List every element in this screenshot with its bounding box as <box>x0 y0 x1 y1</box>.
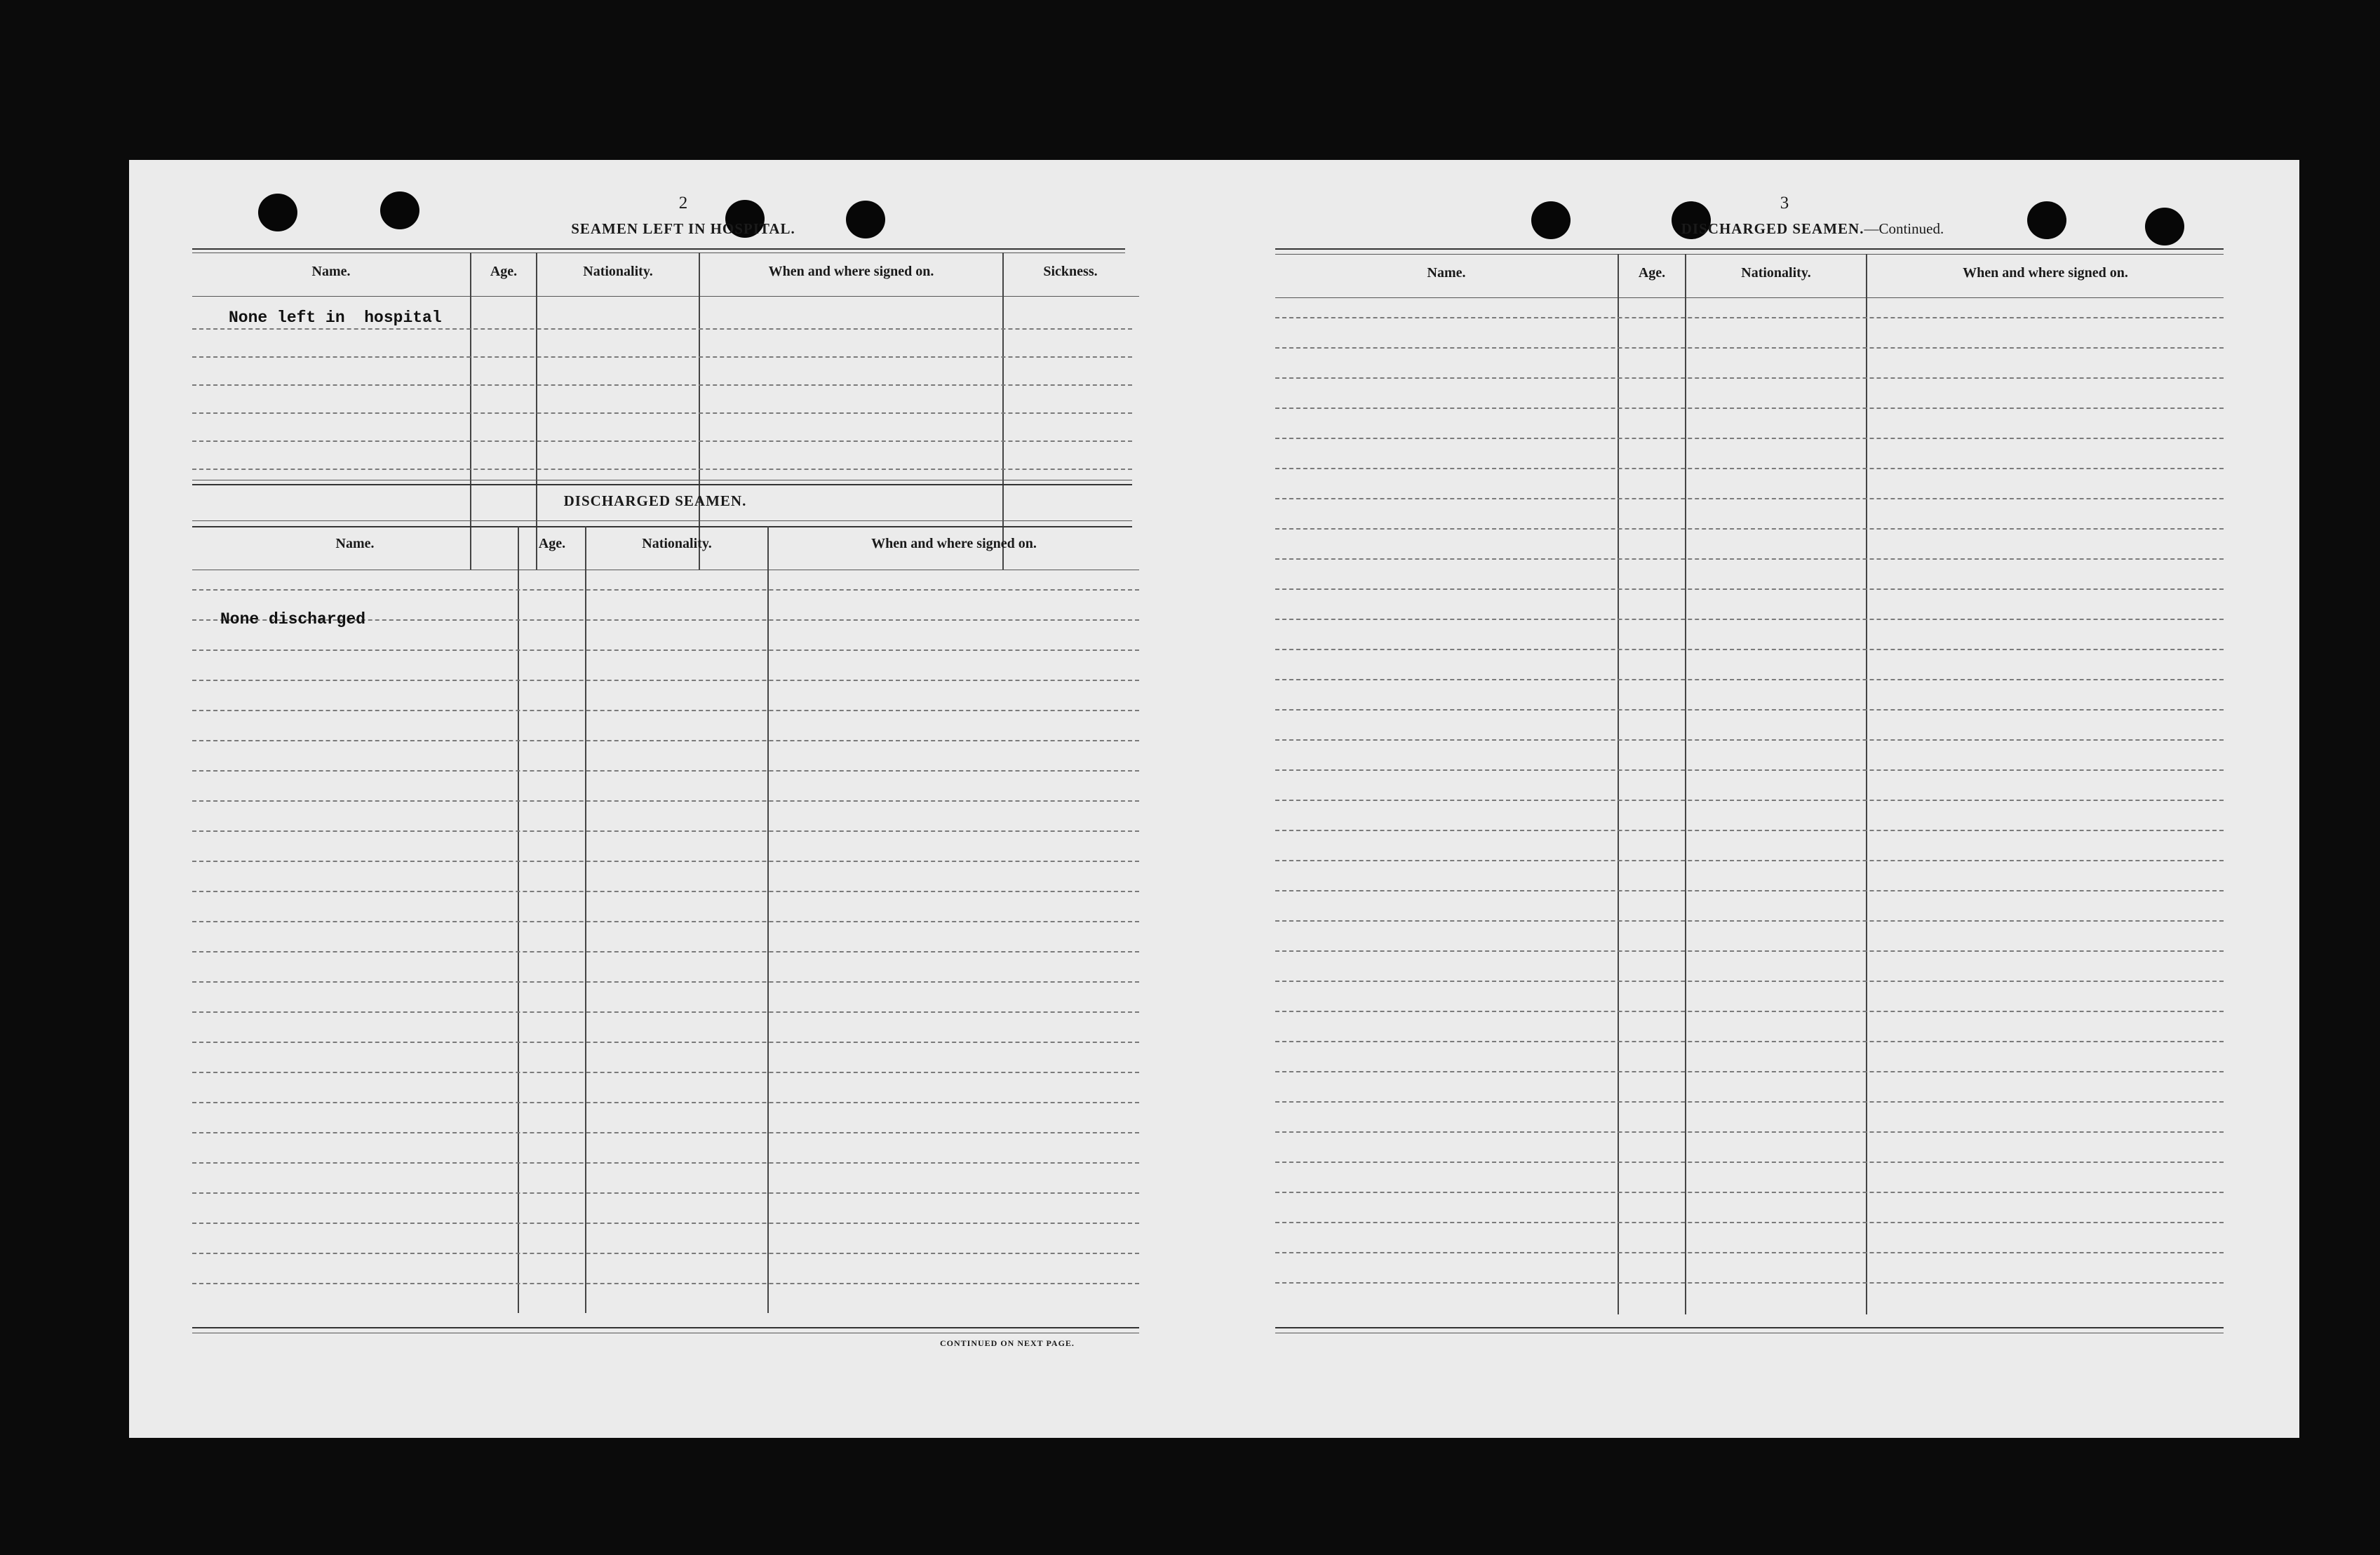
entry-line <box>192 800 1139 802</box>
hospital-section-title: SEAMEN LEFT IN HOSPITAL. <box>571 220 795 237</box>
entry-line <box>1275 769 2224 771</box>
right-section-title <box>1609 220 2016 238</box>
col-age: Age. <box>538 536 566 551</box>
entry-line <box>1275 830 2224 831</box>
entry-line <box>1275 528 2224 530</box>
entry-line <box>192 384 1132 386</box>
col-name: Name. <box>335 536 375 551</box>
column-divider <box>585 526 586 1313</box>
col-name: Name. <box>311 264 351 279</box>
col-signed-on: When and where signed on. <box>768 264 934 279</box>
entry-line <box>1275 498 2224 499</box>
entry-line <box>192 740 1139 741</box>
entry-line <box>192 1253 1139 1254</box>
entry-line <box>192 1072 1139 1073</box>
page-number-right: 3 <box>1780 194 1789 213</box>
entry-line <box>1275 709 2224 711</box>
entry-line <box>192 830 1139 832</box>
punch-hole <box>846 201 885 238</box>
page-number-left: 2 <box>678 194 688 213</box>
continued-note: CONTINUED ON NEXT PAGE. <box>940 1338 1075 1348</box>
entry-line <box>1275 438 2224 439</box>
col-age: Age. <box>1638 265 1666 281</box>
column-divider <box>470 253 471 570</box>
entry-line <box>192 710 1139 711</box>
entry-line <box>1275 1011 2224 1012</box>
table-rule <box>1275 254 2224 255</box>
column-divider <box>1002 253 1004 570</box>
entry-line <box>192 951 1139 952</box>
entry-line <box>1275 1071 2224 1072</box>
entry-line <box>1275 317 2224 318</box>
entry-line <box>192 1223 1139 1224</box>
entry-line <box>192 1102 1139 1103</box>
entry-line <box>1275 347 2224 349</box>
entry-line <box>1275 1131 2224 1133</box>
entry-line <box>1275 679 2224 680</box>
entry-line <box>192 1162 1139 1164</box>
entry-line <box>1275 860 2224 861</box>
entry-line <box>1275 588 2224 590</box>
punch-hole <box>1531 201 1571 239</box>
entry-line <box>192 412 1132 414</box>
entry-line <box>1275 800 2224 801</box>
table-rule <box>192 1327 1139 1328</box>
table-rule <box>192 248 1125 250</box>
entry-line <box>192 469 1132 470</box>
entry-line <box>1275 1192 2224 1193</box>
entry-line <box>1275 377 2224 379</box>
entry-line <box>192 356 1132 358</box>
col-signed-on: When and where signed on. <box>1963 265 2128 281</box>
right-title-suffix: —Continued. <box>1864 220 1944 237</box>
entry-line <box>1275 558 2224 560</box>
column-divider <box>1618 254 1619 1314</box>
table-rule <box>192 296 1139 297</box>
table-rule <box>192 520 1132 521</box>
col-signed-on: When and where signed on. <box>871 536 1037 551</box>
entry-line <box>1275 890 2224 891</box>
col-nationality: Nationality. <box>1741 265 1811 281</box>
entry-line <box>1275 1282 2224 1284</box>
entry-line <box>1275 1101 2224 1103</box>
column-divider <box>536 253 537 570</box>
table-rule <box>192 526 1132 527</box>
punch-hole <box>258 194 297 231</box>
table-rule <box>1275 248 2224 250</box>
table-rule <box>1275 297 2224 298</box>
entry-line <box>192 440 1132 442</box>
entry-line <box>1275 981 2224 982</box>
col-age: Age. <box>490 264 518 279</box>
punch-hole <box>380 191 419 229</box>
col-nationality: Nationality. <box>642 536 712 551</box>
entry-line <box>1275 619 2224 620</box>
table-rule <box>192 484 1132 485</box>
entry-line <box>1275 1162 2224 1163</box>
hospital-entry: None left in hospital <box>229 309 442 327</box>
col-sickness: Sickness. <box>1043 264 1098 279</box>
document-sheet <box>129 160 2299 1438</box>
entry-line <box>192 589 1139 591</box>
discharged-entry: None discharged <box>220 610 366 628</box>
entry-line <box>1275 1041 2224 1042</box>
column-divider <box>767 526 769 1313</box>
entry-line <box>1275 920 2224 922</box>
entry-line <box>1275 1222 2224 1223</box>
entry-line <box>1275 1252 2224 1253</box>
entry-line <box>1275 739 2224 741</box>
column-divider <box>1685 254 1686 1314</box>
entry-line <box>192 861 1139 862</box>
entry-line <box>192 770 1139 772</box>
entry-line <box>192 1042 1139 1043</box>
entry-line <box>192 891 1139 892</box>
entry-line <box>192 1283 1139 1284</box>
discharged-section-title: DISCHARGED SEAMEN. <box>563 492 747 509</box>
entry-line <box>192 328 1132 330</box>
right-title-main: DISCHARGED SEAMEN. <box>1681 220 1864 237</box>
entry-line <box>1275 408 2224 409</box>
entry-line <box>192 921 1139 922</box>
entry-line <box>192 1192 1139 1194</box>
entry-line <box>192 981 1139 983</box>
entry-line <box>1275 649 2224 650</box>
entry-line <box>192 649 1139 651</box>
entry-line <box>192 680 1139 681</box>
col-nationality: Nationality. <box>583 264 653 279</box>
entry-line <box>1275 468 2224 469</box>
column-divider <box>699 253 700 570</box>
table-rule <box>1275 1327 2224 1328</box>
col-name: Name. <box>1427 265 1466 281</box>
punch-hole <box>2145 208 2184 245</box>
entry-line <box>1275 950 2224 952</box>
column-divider <box>1866 254 1867 1314</box>
punch-hole <box>2027 201 2066 239</box>
entry-line <box>192 1132 1139 1133</box>
entry-line <box>192 1011 1139 1013</box>
column-divider <box>518 526 519 1313</box>
